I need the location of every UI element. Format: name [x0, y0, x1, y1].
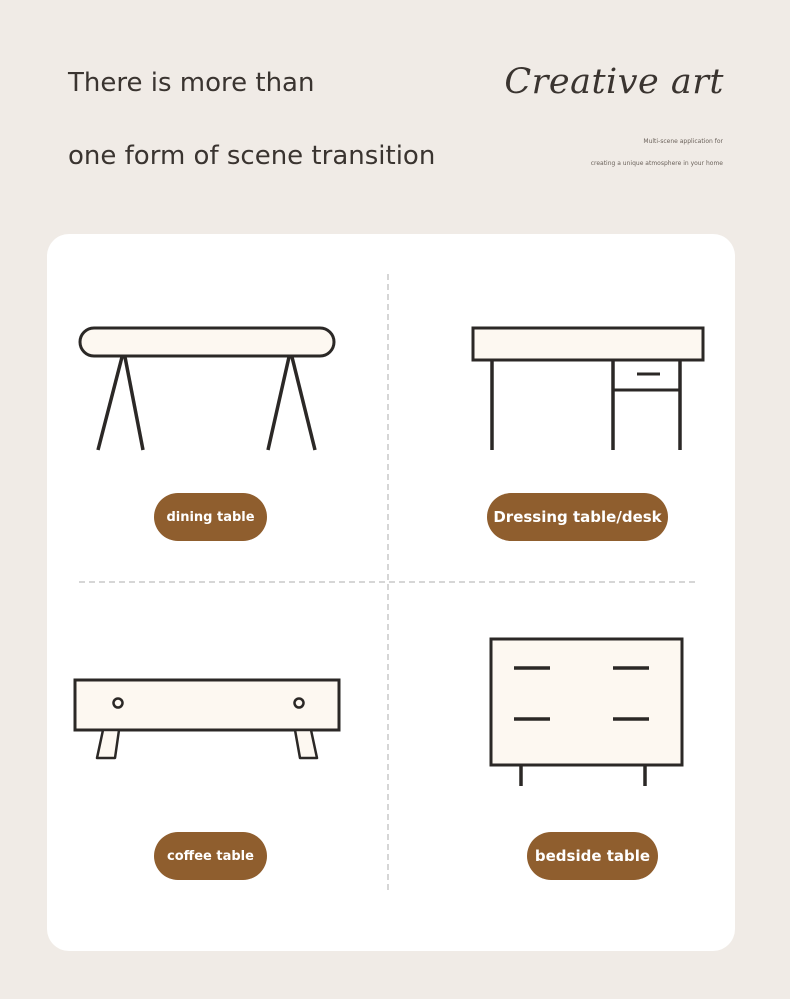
subtitle-line-2: creating a unique atmosphere in your home [590, 160, 723, 167]
label-dressing-table-desk: Dressing table/desk [487, 493, 668, 541]
furniture-card [47, 234, 735, 951]
horizontal-divider [79, 581, 695, 583]
bedside-table-icon [487, 634, 687, 790]
subtitle-line-1: Multi-scene application for [643, 138, 723, 145]
desk-icon [470, 324, 710, 454]
label-bedside-table: bedside table [527, 832, 658, 880]
label-dining-table: dining table [154, 493, 267, 541]
brand-title: Creative art [504, 62, 724, 102]
dining-table-icon [77, 324, 337, 454]
coffee-table-icon [71, 675, 341, 765]
headline-line-1: There is more than [68, 68, 315, 98]
label-coffee-table: coffee table [154, 832, 267, 880]
headline-line-2: one form of scene transition [68, 141, 436, 171]
